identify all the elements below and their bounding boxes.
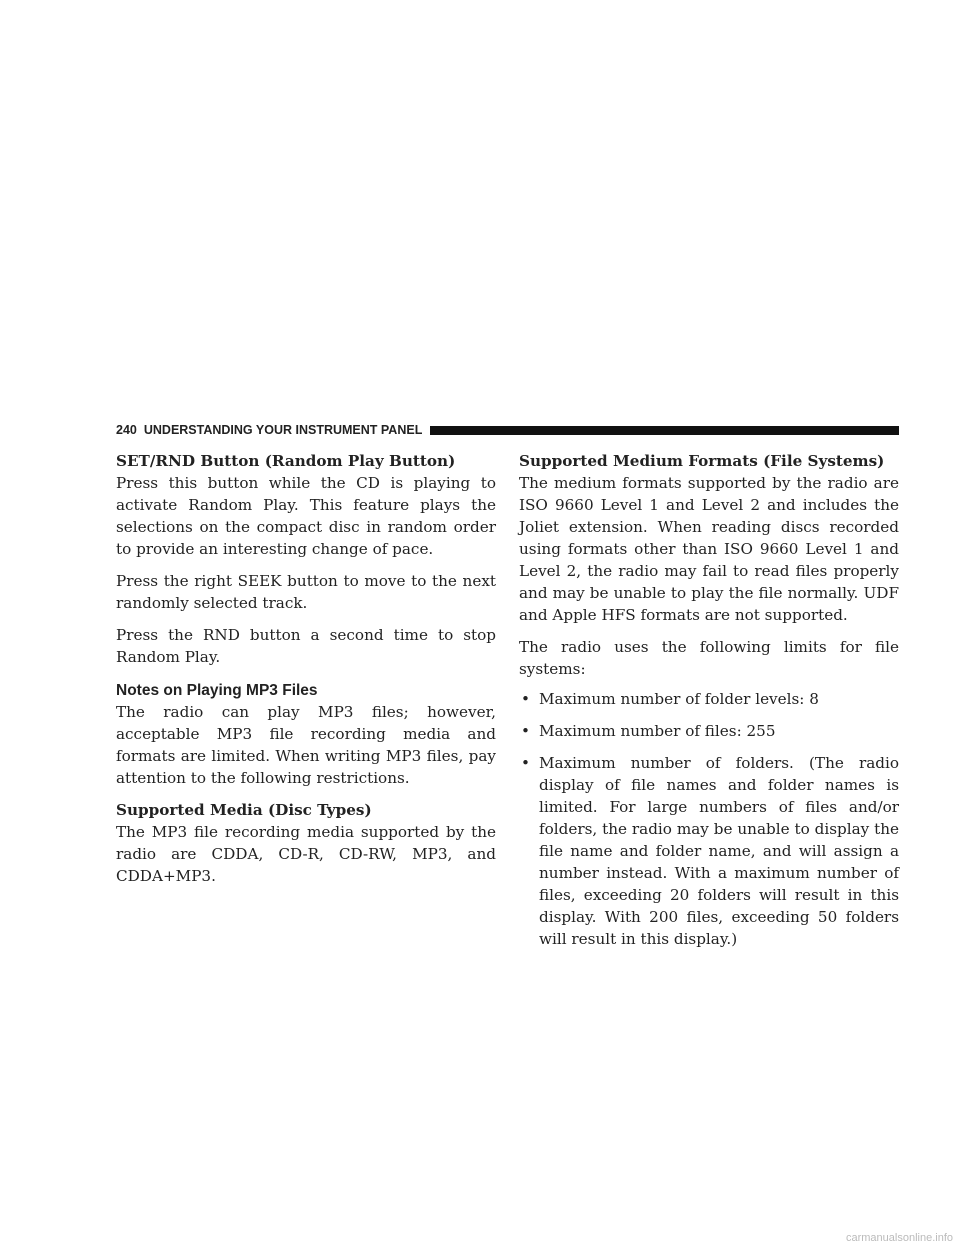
list-item-text: Maximum number of folder levels: 8 — [539, 690, 819, 708]
watermark: carmanualsonline.info — [845, 1232, 953, 1244]
paragraph-media-types: The MP3 file recording media supported by the radio are CDDA, CD-R, CD-RW, MP3, and CDDA+MP3. — [116, 823, 496, 885]
bullet-icon: • — [521, 754, 530, 772]
paragraph-iso-formats: The medium formats supported by the radio are ISO 9660 Level 1 and Level 2 and includes the Joliet extension. When reading discs recorded using formats other than ISO 9660 Level 1 and Level 2, the radio may fail to read files properly and may be unable to play the file normally. UDF and Apple HFS formats are not supported. — [519, 474, 899, 624]
page-number: 240 — [116, 423, 137, 437]
paragraph-seek: Press the right SEEK button to move to the next randomly selected track. — [116, 572, 496, 612]
list-item-text: Maximum number of folders. (The radio display of file names and folder names is limited. For large numbers of files and/or folders, the radio may be unable to display the file name and folder name, and will assign a number instead. With a maximum number of files, exceeding 20 folders will result in this display. With 200 files, exceeding 50 folders will result in this display.) — [539, 754, 899, 948]
heading-mp3-notes: Notes on Playing MP3 Files — [116, 682, 318, 699]
bullet-icon: • — [521, 722, 530, 740]
bullet-icon: • — [521, 690, 530, 708]
list-item — [519, 720, 899, 742]
heading-set-rnd-button: SET/RND Button (Random Play Button) — [116, 452, 456, 470]
paragraph-stop-random: Press the RND button a second time to stop Random Play. — [116, 626, 496, 666]
heading-medium-formats: Supported Medium Formats (File Systems) — [519, 452, 885, 470]
left-column — [116, 450, 496, 887]
list-item — [519, 752, 899, 950]
heading-supported-media: Supported Media (Disc Types) — [116, 801, 372, 819]
list-item-text: Maximum number of files: 255 — [539, 722, 776, 740]
page-header — [116, 421, 899, 439]
right-column — [519, 450, 899, 960]
limits-list — [519, 688, 899, 950]
header-rule — [430, 426, 899, 435]
list-item — [519, 688, 899, 710]
paragraph-file-limits: The radio uses the following limits for file systems: — [519, 638, 899, 678]
paragraph-random-play: Press this button while the CD is playing to activate Random Play. This feature plays the selections on the compact disc in random order to provide an interesting change of pace. — [116, 474, 496, 558]
section-title: UNDERSTANDING YOUR INSTRUMENT PANEL — [143, 423, 423, 437]
paragraph-mp3-limits: The radio can play MP3 files; however, acceptable MP3 file recording media and formats are limited. When writing MP3 files, pay attention to the following restrictions. — [116, 703, 496, 787]
